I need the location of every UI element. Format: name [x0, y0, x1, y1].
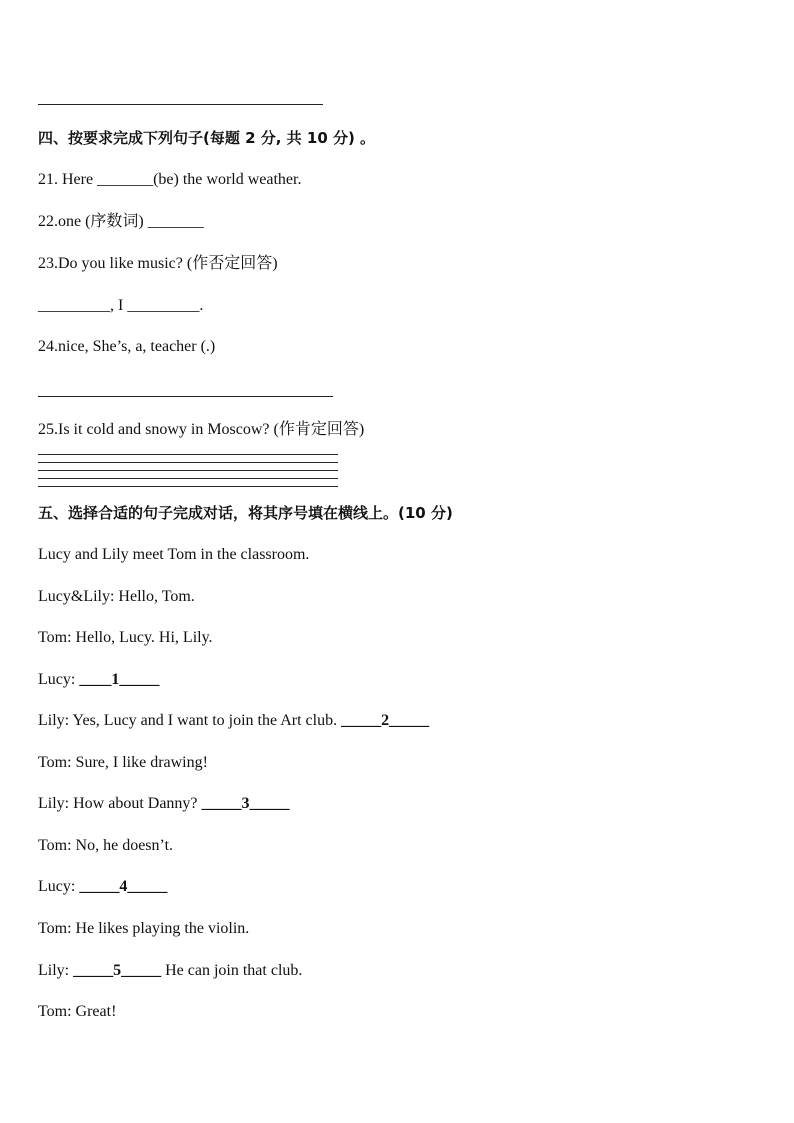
answer-blank-5: _____5_____ — [73, 962, 162, 979]
answer-line-24 — [38, 396, 333, 397]
dialogue-line: Lucy: _____4_____ — [38, 878, 168, 895]
question-23: 23.Do you like music? (作否定回答) — [38, 255, 278, 272]
dialogue-line: Tom: Great! — [38, 1003, 117, 1020]
dialogue-line: Tom: Hello, Lucy. Hi, Lily. — [38, 629, 213, 646]
question-25: 25.Is it cold and snowy in Moscow? (作肯定回答) — [38, 421, 365, 438]
dialogue-line: Lily: Yes, Lucy and I want to join the Art club. _____2_____ — [38, 712, 430, 729]
answer-line-25c — [38, 470, 338, 471]
question-24: 24.nice, She’s, a, teacher (.) — [38, 338, 216, 355]
answer-line-25a — [38, 454, 338, 455]
section4-heading: 四、按要求完成下列句子(每题 2 分, 共 10 分) 。 — [38, 129, 376, 147]
dialogue-line: Tom: He likes playing the violin. — [38, 920, 250, 937]
question-21: 21. Here _______(be) the world weather. — [38, 171, 302, 188]
dialogue-line: Lucy: ____1_____ — [38, 671, 160, 688]
answer-blank-4: _____4_____ — [79, 878, 168, 895]
answer-blank-1: ____1_____ — [79, 671, 160, 688]
answer-line-25e — [38, 486, 338, 487]
dialogue-line: Lucy&Lily: Hello, Tom. — [38, 588, 195, 605]
dialogue-line: Tom: Sure, I like drawing! — [38, 754, 208, 771]
dialogue-line: Lucy and Lily meet Tom in the classroom. — [38, 546, 310, 563]
section5-heading: 五、选择合适的句子完成对话，将其序号填在横线上。(10 分) — [38, 504, 453, 522]
answer-blank-2: _____2_____ — [341, 712, 430, 729]
dialogue-line: Lily: _____5_____ He can join that club. — [38, 962, 303, 979]
answer-blank-3: _____3_____ — [201, 795, 290, 812]
answer-line-25b — [38, 462, 338, 463]
dialogue-line: Lily: How about Danny? _____3_____ — [38, 795, 290, 812]
dialogue-line: Tom: No, he doesn’t. — [38, 837, 174, 854]
answer-line-top — [38, 104, 323, 105]
question-22: 22.one (序数词) _______ — [38, 213, 204, 230]
answer-line-25d — [38, 478, 338, 479]
question-23-answer: _________, I _________. — [38, 297, 204, 314]
